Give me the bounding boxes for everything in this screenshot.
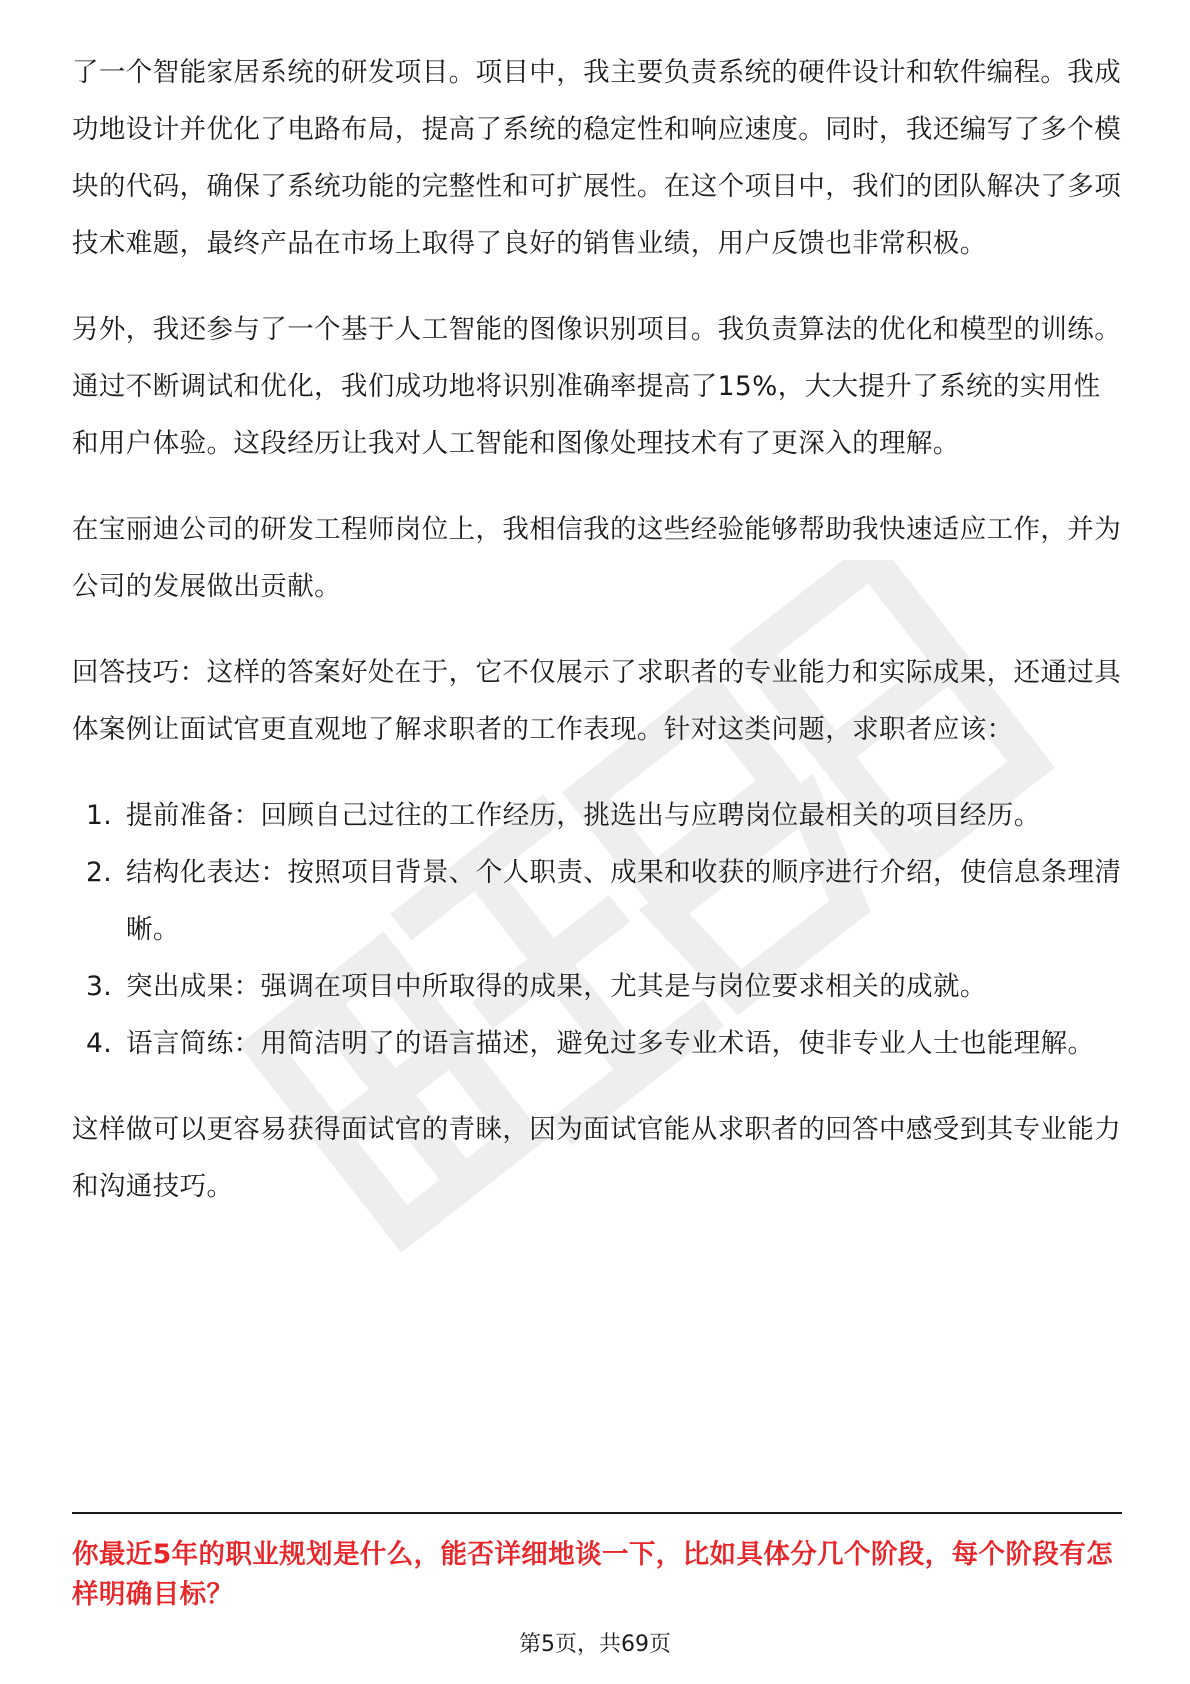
tips-list: [72, 787, 1122, 1072]
paragraph-company-fit: 在宝丽迪公司的研发工程师岗位上，我相信我的这些经验能够帮助我快速适应工作，并为公司的发展做出贡献。: [72, 514, 1122, 602]
section-divider: [72, 1512, 1122, 1514]
list-item: [72, 787, 1122, 844]
main-content: [72, 44, 1122, 1244]
list-item-text: 提前准备：回顾自己过往的工作经历，挑选出与应聘岗位最相关的项目经历。: [126, 800, 1041, 831]
next-question-heading: 你最近5年的职业规划是什么，能否详细地谈一下，比如具体分几个阶段，每个阶段有怎样明确目标？: [72, 1539, 1114, 1610]
paragraph-closing: 这样做可以更容易获得面试官的青睐，因为面试官能从求职者的回答中感受到其专业能力和沟通技巧。: [72, 1114, 1122, 1202]
list-item-number: 3.: [86, 971, 113, 1002]
list-item: [72, 844, 1122, 958]
list-item: [72, 1015, 1122, 1072]
list-item-number: 2.: [86, 857, 113, 888]
list-item: [72, 958, 1122, 1015]
paragraph-image-recognition: 另外，我还参与了一个基于人工智能的图像识别项目。我负责算法的优化和模型的训练。通过不断调试和优化，我们成功地将识别准确率提高了15%，大大提升了系统的实用性和用户体验。这段经历让我对人工智能和图像处理技术有了更深入的理解。: [72, 314, 1122, 459]
list-item-text: 结构化表达：按照项目背景、个人职责、成果和收获的顺序进行介绍，使信息条理清晰。: [126, 857, 1122, 945]
list-item-text: 突出成果：强调在项目中所取得的成果，尤其是与岗位要求相关的成就。: [126, 971, 987, 1002]
list-item-number: 1.: [86, 800, 113, 831]
list-item-number: 4.: [86, 1028, 113, 1059]
paragraph-smart-home: 了一个智能家居系统的研发项目。项目中，我主要负责系统的硬件设计和软件编程。我成功地设计并优化了电路布局，提高了系统的稳定性和响应速度。同时，我还编写了多个模块的代码，确保了系统功能的完整性和可扩展性。在这个项目中，我们的团队解决了多项技术难题，最终产品在市场上取得了良好的销售业绩，用户反馈也非常积极。: [72, 57, 1122, 259]
list-item-text: 语言简练：用简洁明了的语言描述，避免过多专业术语，使非专业人士也能理解。: [126, 1028, 1095, 1059]
paragraph-answer-tips: 回答技巧：这样的答案好处在于，它不仅展示了求职者的专业能力和实际成果，还通过具体案例让面试官更直观地了解求职者的工作表现。针对这类问题，求职者应该：: [72, 657, 1122, 745]
page-number-footer: 第5页，共69页: [519, 1632, 671, 1657]
